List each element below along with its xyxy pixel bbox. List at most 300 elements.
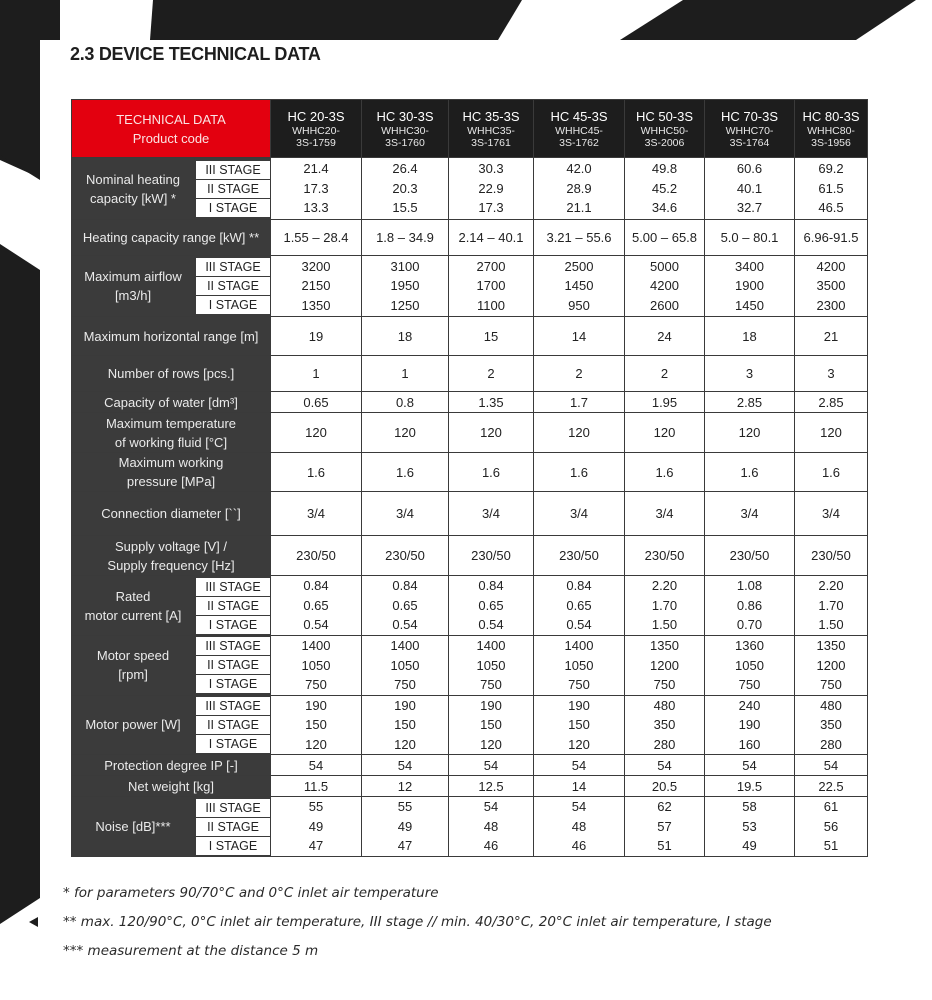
value: 1050 [476,657,506,673]
row-label-motor-speed [72,636,195,696]
value: 42.0 [566,161,592,177]
value-cell: 22.5 [795,776,868,797]
value-cell [625,797,705,857]
value-cell [362,576,449,636]
stage-label: III STAGE [196,697,270,716]
value: 3400 [735,258,764,274]
row-label-nominal-heating [72,158,195,220]
label-text: Nominal heating [86,171,180,187]
value: 0.84 [566,578,592,594]
value: 4200 [650,278,679,294]
value: 47 [397,838,413,854]
model-header [362,100,449,158]
value-cell: 230/50 [625,536,705,576]
value-cell: 18 [705,317,795,356]
value: 20.3 [392,180,418,196]
value-cell [534,576,625,636]
value: 0.65 [392,597,418,613]
value-cell: 2 [449,356,534,392]
value-cell: 3/4 [449,492,534,536]
stage-label: I STAGE [196,199,270,217]
model-code: WHHC70- [725,125,774,137]
row-label-max-pressure [72,453,271,492]
value-cell: 3 [705,356,795,392]
value-cell: 1.35 [449,392,534,413]
model-header [625,100,705,158]
value: 54 [483,799,499,815]
label-text: capacity [kW] * [90,190,176,206]
value: 69.2 [818,161,844,177]
value: 1360 [735,638,764,653]
model-name: HC 30-3S [376,109,434,124]
value-cell: 19 [271,317,362,356]
value: 750 [820,677,842,692]
model-code: 3S-1762 [559,137,599,149]
value-cell: 120 [705,413,795,453]
table-row [72,797,868,857]
value-cell [705,576,795,636]
model-code: 3S-1761 [471,137,511,149]
value: 350 [820,717,842,732]
value-cell [449,576,534,636]
value: 32.7 [736,200,763,216]
value: 0.70 [736,617,763,633]
value-cell: 1.6 [449,453,534,492]
value-cell [625,256,705,317]
table-row [72,536,868,576]
value-cell: 120 [271,413,362,453]
value: 46 [571,838,587,854]
value: 0.84 [478,578,504,594]
value-cell: 5.00 – 65.8 [625,220,705,256]
value-cell [534,695,625,755]
value: 3500 [816,278,846,294]
value: 56 [823,818,839,834]
model-name: HC 50-3S [635,109,694,124]
value: 34.6 [651,200,678,216]
label-text: Supply voltage [V] / [114,538,227,554]
value-cell: 2.85 [705,392,795,413]
value: 1.70 [651,597,678,613]
value: 2600 [650,297,679,313]
value: 120 [480,736,502,752]
value: 0.84 [392,578,418,594]
stage-label: II STAGE [196,716,270,735]
value-cell: 230/50 [271,536,362,576]
label-text: Maximum temperature [105,415,237,431]
value-cell: 5.0 – 80.1 [705,220,795,256]
value: 750 [653,677,676,692]
value-cell: 6.96-91.5 [795,220,868,256]
value: 2500 [564,258,594,274]
value-cell [625,695,705,755]
header-label-product-code: Product code [132,130,210,146]
footnote: ** max. 120/90°C, 0°C inlet air temperature, III stage // min. 40/30°C, 20°C inlet air temperature, I stage [63,914,772,930]
stage-labels [195,636,271,696]
value-cell: 54 [625,755,705,776]
value: 3200 [301,258,331,274]
model-code: WHHC35- [467,125,515,137]
label-text: motor current [A] [84,607,182,623]
label-text: [rpm] [118,667,148,683]
value-cell: 14 [534,776,625,797]
footnote: *** measurement at the distance 5 m [63,943,319,959]
row-label-water-capacity: Capacity of water [dm³] [72,392,271,413]
value: 120 [305,736,327,752]
value-cell [705,797,795,857]
value: 750 [480,677,502,692]
row-label-rows-count: Number of rows [pcs.] [72,356,271,392]
value: 54 [571,799,587,815]
value: 51 [823,838,839,854]
value-cell [625,576,705,636]
value: 750 [738,677,761,692]
stage-label: I STAGE [196,675,270,693]
technical-data-table [71,99,868,857]
value-cell: 54 [362,755,449,776]
value-cell: 54 [534,755,625,776]
value: 26.4 [392,161,418,177]
value-cell [625,636,705,696]
stage-labels [195,576,271,636]
value: 55 [308,799,324,815]
value-cell: 2 [625,356,705,392]
value: 49 [308,818,324,834]
value-cell: 14 [534,317,625,356]
stage-label: III STAGE [196,161,270,180]
value: 15.5 [392,200,418,216]
table-row [72,356,868,392]
value: 2150 [301,278,331,294]
value: 750 [394,677,416,692]
table-row [72,453,868,492]
value-cell [449,158,534,220]
value: 1400 [564,638,594,653]
value: 2.20 [651,578,678,594]
value: 21.4 [303,161,329,177]
header-label-technical-data: TECHNICAL DATA [116,111,226,127]
value-cell: 20.5 [625,776,705,797]
value-cell: 1.7 [534,392,625,413]
stage-label: II STAGE [196,277,270,296]
value-cell: 18 [362,317,449,356]
value-cell: 2 [534,356,625,392]
stage-label: III STAGE [196,799,270,818]
value: 1050 [301,657,331,673]
value: 750 [305,677,327,692]
model-code: WHHC20- [292,125,340,137]
value: 1200 [650,657,679,673]
stage-label: II STAGE [196,180,270,199]
value-cell: 1.6 [705,453,795,492]
value: 17.3 [478,200,504,216]
model-code: 3S-1759 [296,137,336,149]
value-cell [271,158,362,220]
value: 120 [568,736,590,752]
value-cell [271,797,362,857]
value-cell: 1.8 – 34.9 [362,220,449,256]
value: 48 [571,818,587,834]
value: 2700 [476,258,506,274]
value: 1950 [390,278,420,294]
value: 61 [823,799,839,815]
value: 0.54 [566,617,592,633]
row-label-supply [72,536,271,576]
value-cell [449,256,534,317]
value-cell: 120 [534,413,625,453]
table-row [72,636,868,696]
row-label-motor-power: Motor power [W] [72,695,195,755]
value-cell: 1.6 [795,453,868,492]
value: 150 [480,717,502,732]
footnote: * for parameters 90/70°C and 0°C inlet air temperature [63,885,439,901]
model-name: HC 45-3S [550,109,608,124]
label-text: [m3/h] [114,288,152,303]
value-cell [705,256,795,317]
model-name: HC 20-3S [287,109,345,124]
table-row [72,695,868,755]
value: 53 [742,818,757,834]
footnotes [63,880,772,967]
value-cell: 19.5 [705,776,795,797]
model-header [795,100,868,158]
stage-label: III STAGE [196,258,270,277]
value: 350 [653,717,676,732]
value-cell: 21 [795,317,868,356]
value: 1350 [816,638,846,653]
value: 61.5 [818,180,844,196]
technical-data-header [72,100,271,158]
row-label-heating-range: Heating capacity range [kW] ** [72,220,271,256]
value: 28.9 [566,180,592,196]
value: 1.50 [651,617,678,633]
value: 0.65 [303,597,329,613]
value: 190 [480,697,502,713]
table-row [72,755,868,776]
page-title: 2.3 DEVICE TECHNICAL DATA [70,44,321,64]
table-row [72,317,868,356]
stage-labels [195,695,271,755]
value-cell [795,576,868,636]
stage-label: II STAGE [196,818,270,837]
value: 1050 [390,657,420,673]
value-cell: 1.6 [625,453,705,492]
value: 1450 [735,297,764,313]
value: 48 [483,818,499,834]
value-cell: 1.55 – 28.4 [271,220,362,256]
model-code: 3S-1764 [729,137,770,149]
value-cell [271,636,362,696]
value-cell: 0.65 [271,392,362,413]
value-cell: 120 [449,413,534,453]
value-cell: 230/50 [795,536,868,576]
value-cell: 230/50 [362,536,449,576]
model-code: 3S-2006 [644,137,685,149]
value: 0.54 [303,617,329,633]
row-label-protection-degree: Protection degree IP [-] [72,755,271,776]
value: 1400 [476,638,506,653]
value: 160 [738,736,761,752]
value-cell [362,797,449,857]
value: 55 [397,799,413,815]
table-row [72,220,868,256]
value: 480 [820,697,842,713]
value-cell [795,636,868,696]
value: 150 [305,717,327,732]
value: 190 [394,697,416,713]
value: 0.86 [736,597,763,613]
value-cell [534,158,625,220]
label-text: Maximum working [118,455,224,470]
value: 62 [657,799,672,815]
value-cell [449,797,534,857]
value: 60.6 [736,161,763,177]
value: 190 [738,717,761,732]
value: 46.5 [818,200,844,216]
value-cell: 3/4 [271,492,362,536]
value-cell: 230/50 [449,536,534,576]
table-row [72,392,868,413]
value-cell [271,576,362,636]
stage-label: III STAGE [196,637,270,656]
model-code: 3S-1956 [811,137,851,149]
value: 3100 [390,258,420,274]
label-text: Supply frequency [Hz] [107,557,235,573]
value: 1450 [564,278,594,294]
value: 51 [657,838,672,854]
value-cell: 230/50 [705,536,795,576]
value: 30.3 [478,161,504,177]
model-name: HC 35-3S [462,109,520,124]
value-cell: 230/50 [534,536,625,576]
stage-label: I STAGE [196,837,270,855]
value: 1.70 [818,597,844,613]
value: 45.2 [651,180,678,196]
value: 2300 [816,297,846,313]
value-cell [534,636,625,696]
value-cell: 1 [271,356,362,392]
table-row [72,776,868,797]
value-cell [795,158,868,220]
value: 1050 [735,657,764,673]
value-cell [449,695,534,755]
value-cell: 3/4 [705,492,795,536]
label-text: Motor speed [96,648,170,664]
arrow-left-icon [29,917,38,927]
value: 22.9 [478,180,504,196]
model-header [705,100,795,158]
value: 47 [308,838,324,854]
row-label-max-temperature [72,413,271,453]
value-cell: 120 [795,413,868,453]
value-cell [362,636,449,696]
row-label-max-airflow [72,256,195,317]
value: 57 [657,818,672,834]
model-code: WHHC30- [381,125,429,137]
value: 49.8 [651,161,678,177]
model-code: WHHC80- [807,125,855,137]
value: 49 [742,838,757,854]
value: 46 [483,838,499,854]
value: 950 [568,297,590,313]
value: 17.3 [303,180,329,196]
value: 480 [653,697,676,713]
value: 150 [568,717,590,732]
model-code: WHHC45- [555,125,603,137]
label-text: of working fluid [°C] [114,434,228,450]
value-cell: 3/4 [534,492,625,536]
value: 1700 [476,278,506,294]
model-header [449,100,534,158]
stage-label: II STAGE [196,597,270,616]
value: 1400 [390,638,420,653]
value: 1.08 [736,578,763,594]
table-row [72,158,868,220]
value-cell [705,158,795,220]
value: 13.3 [303,200,329,216]
value: 190 [305,697,327,713]
value-cell: 54 [705,755,795,776]
value: 0.54 [392,617,418,633]
value-cell [705,695,795,755]
value-cell [362,695,449,755]
value: 0.84 [303,578,329,594]
value-cell: 1 [362,356,449,392]
value-cell: 15 [449,317,534,356]
value-cell [362,158,449,220]
value: 1350 [650,638,679,653]
value-cell [795,797,868,857]
value-cell: 120 [625,413,705,453]
value-cell [795,256,868,317]
value: 280 [653,736,676,752]
value-cell: 54 [449,755,534,776]
value: 750 [568,677,590,692]
value: 0.54 [478,617,504,633]
value-cell: 3.21 – 55.6 [534,220,625,256]
model-name: HC 80-3S [802,109,860,124]
model-header [271,100,362,158]
table-row [72,413,868,453]
label-text: Rated [115,588,151,604]
value: 1350 [301,297,331,313]
value: 58 [742,799,757,815]
value-cell: 1.6 [362,453,449,492]
value-cell [534,797,625,857]
value: 2.20 [818,578,844,594]
value: 1250 [390,297,420,313]
value-cell: 2.85 [795,392,868,413]
label-text: pressure [MPa] [126,474,216,489]
value: 4200 [816,258,846,274]
value: 1100 [477,297,505,313]
value-cell [449,636,534,696]
value-cell: 54 [795,755,868,776]
row-label-motor-current [72,576,195,636]
stage-labels [195,797,271,857]
stage-label: I STAGE [196,616,270,634]
value-cell: 1.95 [625,392,705,413]
value-cell: 1.6 [534,453,625,492]
model-code: WHHC50- [640,125,689,137]
table-row [72,492,868,536]
value-cell [271,256,362,317]
value-cell [795,695,868,755]
table-row [72,576,868,636]
value-cell [534,256,625,317]
value-cell [705,636,795,696]
stage-label: I STAGE [196,296,270,314]
